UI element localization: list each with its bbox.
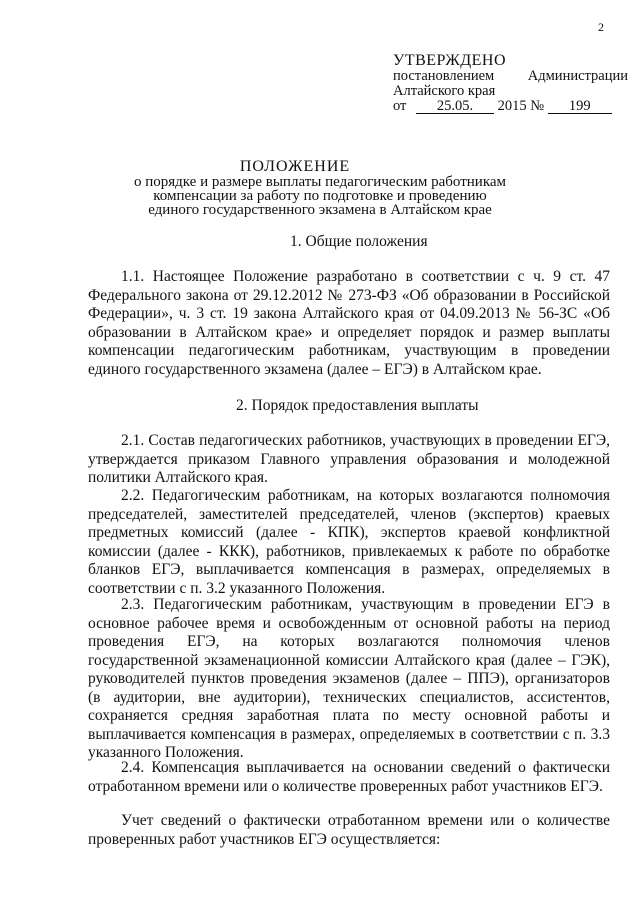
page-number: 2 <box>598 20 604 34</box>
paragraph-2-1: 2.1. Состав педагогических работников, участвующих в проведении ЕГЭ, утверждается приказом Главного управления образования и молодежной политики Алтайского края. <box>88 432 610 486</box>
paragraph-2-2: 2.2. Педагогическим работникам, на которых возлагаются полномочия председателей, заместителей председателей, членов (экспертов) краевых предметных комиссий (далее - КПК), экспертов краевой конфликтной комиссии (далее - ККК), работников, привлекаемых к работе по обработке бланков ЕГЭ, выплачивается компенсация в размерах, определяемых в соответствии с п. 3.2 указанного Положения. <box>88 487 610 597</box>
paragraph-1-1: 1.1. Настоящее Положение разработано в соответствии с ч. 9 ст. 47 Федерального закона от 29.12.2012 № 273-ФЗ «Об образовании в Российской Федерации», ч. 3 ст. 19 закона Алтайского края от 04.09.2013 № 56-ЗС «Об образовании в Алтайском крае» и определяет порядок и размер выплаты компенсации педагогическим работникам, участвующим в проведении единого государственного экзамена (далее – ЕГЭ) в Алтайском крае. <box>88 268 610 378</box>
section-2-heading: 2. Порядок предоставления выплаты <box>236 397 479 414</box>
approval-line-1 <box>393 69 628 84</box>
document-subtitle-line-3: единого государственного экзамена в Алтайском крае <box>148 202 492 218</box>
paragraph-2-4: 2.4. Компенсация выплачивается на основании сведений о фактически отработанном времени или о количестве проверенных работ участников ЕГЭ. <box>88 759 610 795</box>
paragraph-2-3: 2.3. Педагогическим работникам, участвующим в проведении ЕГЭ в основное рабочее время и освобожденным от основной работы на период проведения ЕГЭ, на которых возлагаются полномочия членов государственной экзаменационной комиссии Алтайского края (далее – ГЭК), руководителей пунктов проведения экзаменов (далее – ППЭ), организаторов (в аудитории, вне аудитории), технических специалистов, ассистентов, сохраняется средняя заработная плата по месту основной работы и выплачивается компенсация в размерах, определяемых в соответствии с п. 3.3 указанного Положения. <box>88 596 610 761</box>
paragraph-2-4-continued: Учет сведений о фактически отработанном времени или о количестве проверенных работ участников ЕГЭ осуществляется: <box>88 812 610 848</box>
document-subtitle-line-2: компенсации за работу по подготовке и проведению <box>153 188 487 204</box>
approval-line-2: Алтайского края <box>393 83 496 99</box>
document-title-block <box>0 158 640 217</box>
approval-date: 25.05. <box>416 99 494 114</box>
approval-line-1-right: Администрации <box>527 68 628 84</box>
approval-date-prefix: от <box>393 98 407 114</box>
approval-stamp <box>393 52 628 114</box>
approval-year: 2015 № <box>497 98 545 114</box>
document-title: ПОЛОЖЕНИЕ <box>239 158 351 175</box>
approval-number: 199 <box>548 99 612 114</box>
approval-date-line <box>393 99 628 114</box>
section-1-heading: 1. Общие положения <box>290 233 428 250</box>
document-subtitle-line-1: о порядке и размере выплаты педагогическим работникам <box>133 174 507 190</box>
approval-heading: УТВЕРЖДЕНО <box>393 52 507 69</box>
approval-line-1-left: постановлением <box>393 68 495 84</box>
